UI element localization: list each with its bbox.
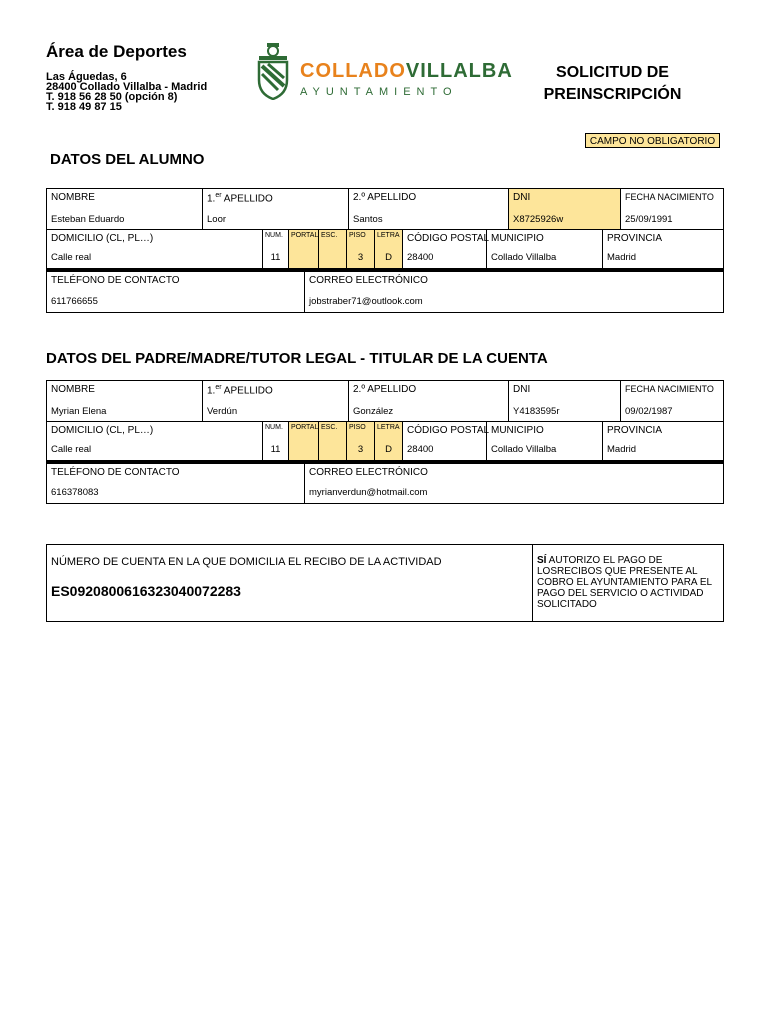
nombre-field[interactable]: Esteban Eduardo	[51, 214, 125, 225]
cp-cell	[403, 230, 490, 268]
esc-label: ESC.	[321, 232, 338, 239]
account-number-cell	[47, 545, 533, 621]
municipio-cell	[487, 230, 603, 268]
esc-cell	[319, 230, 347, 268]
cp-field[interactable]: 28400	[407, 444, 434, 455]
num-label: NUM.	[265, 232, 283, 239]
num-field[interactable]: 11	[270, 444, 281, 455]
apellido1-label-superscript: er	[215, 384, 222, 391]
apellido1-cell	[203, 189, 349, 230]
correo-cell	[305, 272, 723, 312]
domicilio-field[interactable]: Calle real	[51, 252, 92, 263]
municipio-field[interactable]: Collado Villalba	[491, 444, 557, 455]
authorization-yes[interactable]: SÍ	[537, 555, 547, 566]
provincia-label: PROVINCIA	[607, 233, 663, 244]
dni-field[interactable]: Y4183595r	[513, 406, 560, 417]
telefono-cell	[47, 272, 305, 312]
municipio-cell	[487, 422, 603, 460]
department-title: Área de Deportes	[46, 42, 187, 61]
domicilio-field[interactable]: Calle real	[51, 444, 92, 455]
apellido2-label: 2.º APELLIDO	[353, 192, 417, 203]
domicilio-cell	[47, 422, 263, 460]
apellido1-label	[207, 384, 273, 396]
nombre-label: NOMBRE	[51, 192, 95, 203]
num-label: NUM.	[265, 424, 283, 431]
coat-of-arms-icon	[256, 42, 290, 100]
authorization-statement: AUTORIZO EL PAGO DE LOSRECIBOS QUE PRESENTE AL COBRO EL AYUNTAMIENTO PARA EL PAGO DEL SERVICIO O ACTIVIDAD SOLICITADO	[537, 555, 712, 610]
fecha-label: FECHA NACIMIENTO	[625, 192, 714, 202]
cp-field[interactable]: 28400	[407, 252, 434, 263]
apellido1-label-superscript: er	[215, 192, 222, 199]
address-line: 28400 Collado Villalba - Madrid	[46, 81, 208, 93]
parent-data-form	[46, 380, 724, 504]
cp-cell	[403, 422, 490, 460]
esc-label: ESC.	[321, 424, 338, 431]
dni-field[interactable]: X8725926w	[513, 214, 564, 225]
logo-wordmark-part1: COLLADO	[300, 60, 406, 82]
document-title	[520, 62, 705, 106]
payment-authorization-cell	[533, 545, 723, 621]
esc-cell	[319, 422, 347, 460]
apellido2-label: 2.º APELLIDO	[353, 384, 417, 395]
piso-label: PISO	[349, 232, 366, 239]
dni-label: DNI	[513, 384, 531, 395]
apellido1-label-number: 1.	[207, 385, 216, 397]
num-cell	[263, 230, 289, 268]
cp-label: CÓDIGO POSTAL	[407, 233, 490, 244]
letra-label: LETRA	[377, 232, 400, 239]
domicilio-label: DOMICILIO (CL, PL…)	[51, 233, 154, 244]
ayuntamiento-logo	[256, 42, 513, 102]
correo-field[interactable]: jobstraber71@outlook.com	[309, 296, 423, 307]
telefono-cell	[47, 464, 305, 503]
portal-label: PORTAL	[291, 232, 319, 239]
provincia-label: PROVINCIA	[607, 425, 663, 436]
fecha-field[interactable]: 09/02/1987	[625, 406, 673, 417]
correo-cell	[305, 464, 723, 503]
document-title-line: SOLICITUD DE	[556, 64, 669, 81]
portal-label: PORTAL	[291, 424, 319, 431]
piso-field[interactable]: 3	[357, 252, 364, 263]
address-line: T. 918 49 87 15	[46, 101, 122, 113]
dni-label: DNI	[513, 192, 531, 203]
domicilio-cell	[47, 230, 263, 268]
nombre-label: NOMBRE	[51, 384, 95, 395]
student-data-form	[46, 188, 724, 313]
telefono-field[interactable]: 611766655	[51, 296, 98, 307]
department-address	[46, 72, 207, 112]
apellido1-cell	[203, 381, 349, 422]
piso-label: PISO	[349, 424, 366, 431]
apellido1-label-text: APELLIDO	[221, 385, 273, 397]
domicilio-label: DOMICILIO (CL, PL…)	[51, 425, 154, 436]
letra-cell	[375, 422, 403, 460]
provincia-field[interactable]: Madrid	[607, 252, 637, 263]
piso-cell	[347, 422, 375, 460]
apellido2-cell	[349, 381, 509, 422]
student-section-title: DATOS DEL ALUMNO	[50, 151, 205, 168]
address-line: Las Águedas, 6	[46, 71, 127, 83]
provincia-field[interactable]: Madrid	[607, 444, 637, 455]
letra-label: LETRA	[377, 424, 400, 431]
document-title-line: PREINSCRIPCIÓN	[543, 86, 682, 103]
nombre-cell	[47, 189, 203, 230]
nombre-cell	[47, 381, 203, 422]
telefono-label: TELÉFONO DE CONTACTO	[51, 275, 180, 286]
apellido2-field[interactable]: González	[353, 406, 394, 417]
letra-cell	[375, 230, 403, 268]
correo-field[interactable]: myrianverdun@hotmail.com	[309, 487, 428, 498]
portal-cell	[289, 230, 319, 268]
piso-cell	[347, 230, 375, 268]
letra-field[interactable]: D	[385, 444, 392, 455]
logo-wordmark-part2: VILLALBA	[405, 60, 513, 82]
account-number-label: NÚMERO DE CUENTA EN LA QUE DOMICILIA EL RECIBO DE LA ACTIVIDAD	[51, 556, 442, 568]
telefono-label: TELÉFONO DE CONTACTO	[51, 467, 180, 478]
telefono-field[interactable]: 616378083	[51, 487, 99, 498]
optional-field-legend: CAMPO NO OBLIGATORIO	[585, 133, 720, 148]
dni-cell	[509, 381, 621, 422]
apellido1-label-number: 1.	[207, 193, 216, 205]
cp-label: CÓDIGO POSTAL	[407, 425, 490, 436]
bank-account-form	[46, 544, 724, 622]
parent-section-title: DATOS DEL PADRE/MADRE/TUTOR LEGAL - TITULAR DE LA CUENTA	[46, 350, 548, 367]
correo-label: CORREO ELECTRÓNICO	[309, 467, 428, 478]
apellido1-label	[207, 192, 273, 204]
letra-field[interactable]: D	[385, 252, 392, 263]
apellido2-cell	[349, 189, 509, 230]
account-number-field[interactable]: ES0920800616323040072283	[51, 583, 241, 599]
fecha-label: FECHA NACIMIENTO	[625, 384, 714, 394]
apellido1-label-text: APELLIDO	[221, 193, 273, 205]
provincia-cell	[603, 422, 723, 460]
dni-cell	[509, 189, 621, 230]
payment-authorization-text	[537, 555, 725, 610]
fecha-field[interactable]: 25/09/1991	[625, 214, 673, 225]
municipio-label: MUNICIPIO	[491, 233, 544, 244]
num-cell	[263, 422, 289, 460]
apellido1-field[interactable]: Loor	[207, 214, 227, 225]
fecha-cell	[621, 381, 723, 422]
address-line: T. 918 56 28 50 (opción 8)	[46, 91, 178, 103]
provincia-cell	[603, 230, 723, 268]
municipio-label: MUNICIPIO	[491, 425, 544, 436]
correo-label: CORREO ELECTRÓNICO	[309, 275, 428, 286]
apellido2-field[interactable]: Santos	[353, 214, 383, 225]
nombre-field[interactable]: Myrian Elena	[51, 406, 107, 417]
apellido1-field[interactable]: Verdún	[207, 406, 238, 417]
portal-cell	[289, 422, 319, 460]
num-field[interactable]: 11	[270, 252, 281, 263]
municipio-field[interactable]: Collado Villalba	[491, 252, 557, 263]
logo-wordmark	[300, 60, 513, 83]
piso-field[interactable]: 3	[357, 444, 364, 455]
logo-subtitle: AYUNTAMIENTO	[300, 86, 458, 98]
fecha-cell	[621, 189, 723, 230]
